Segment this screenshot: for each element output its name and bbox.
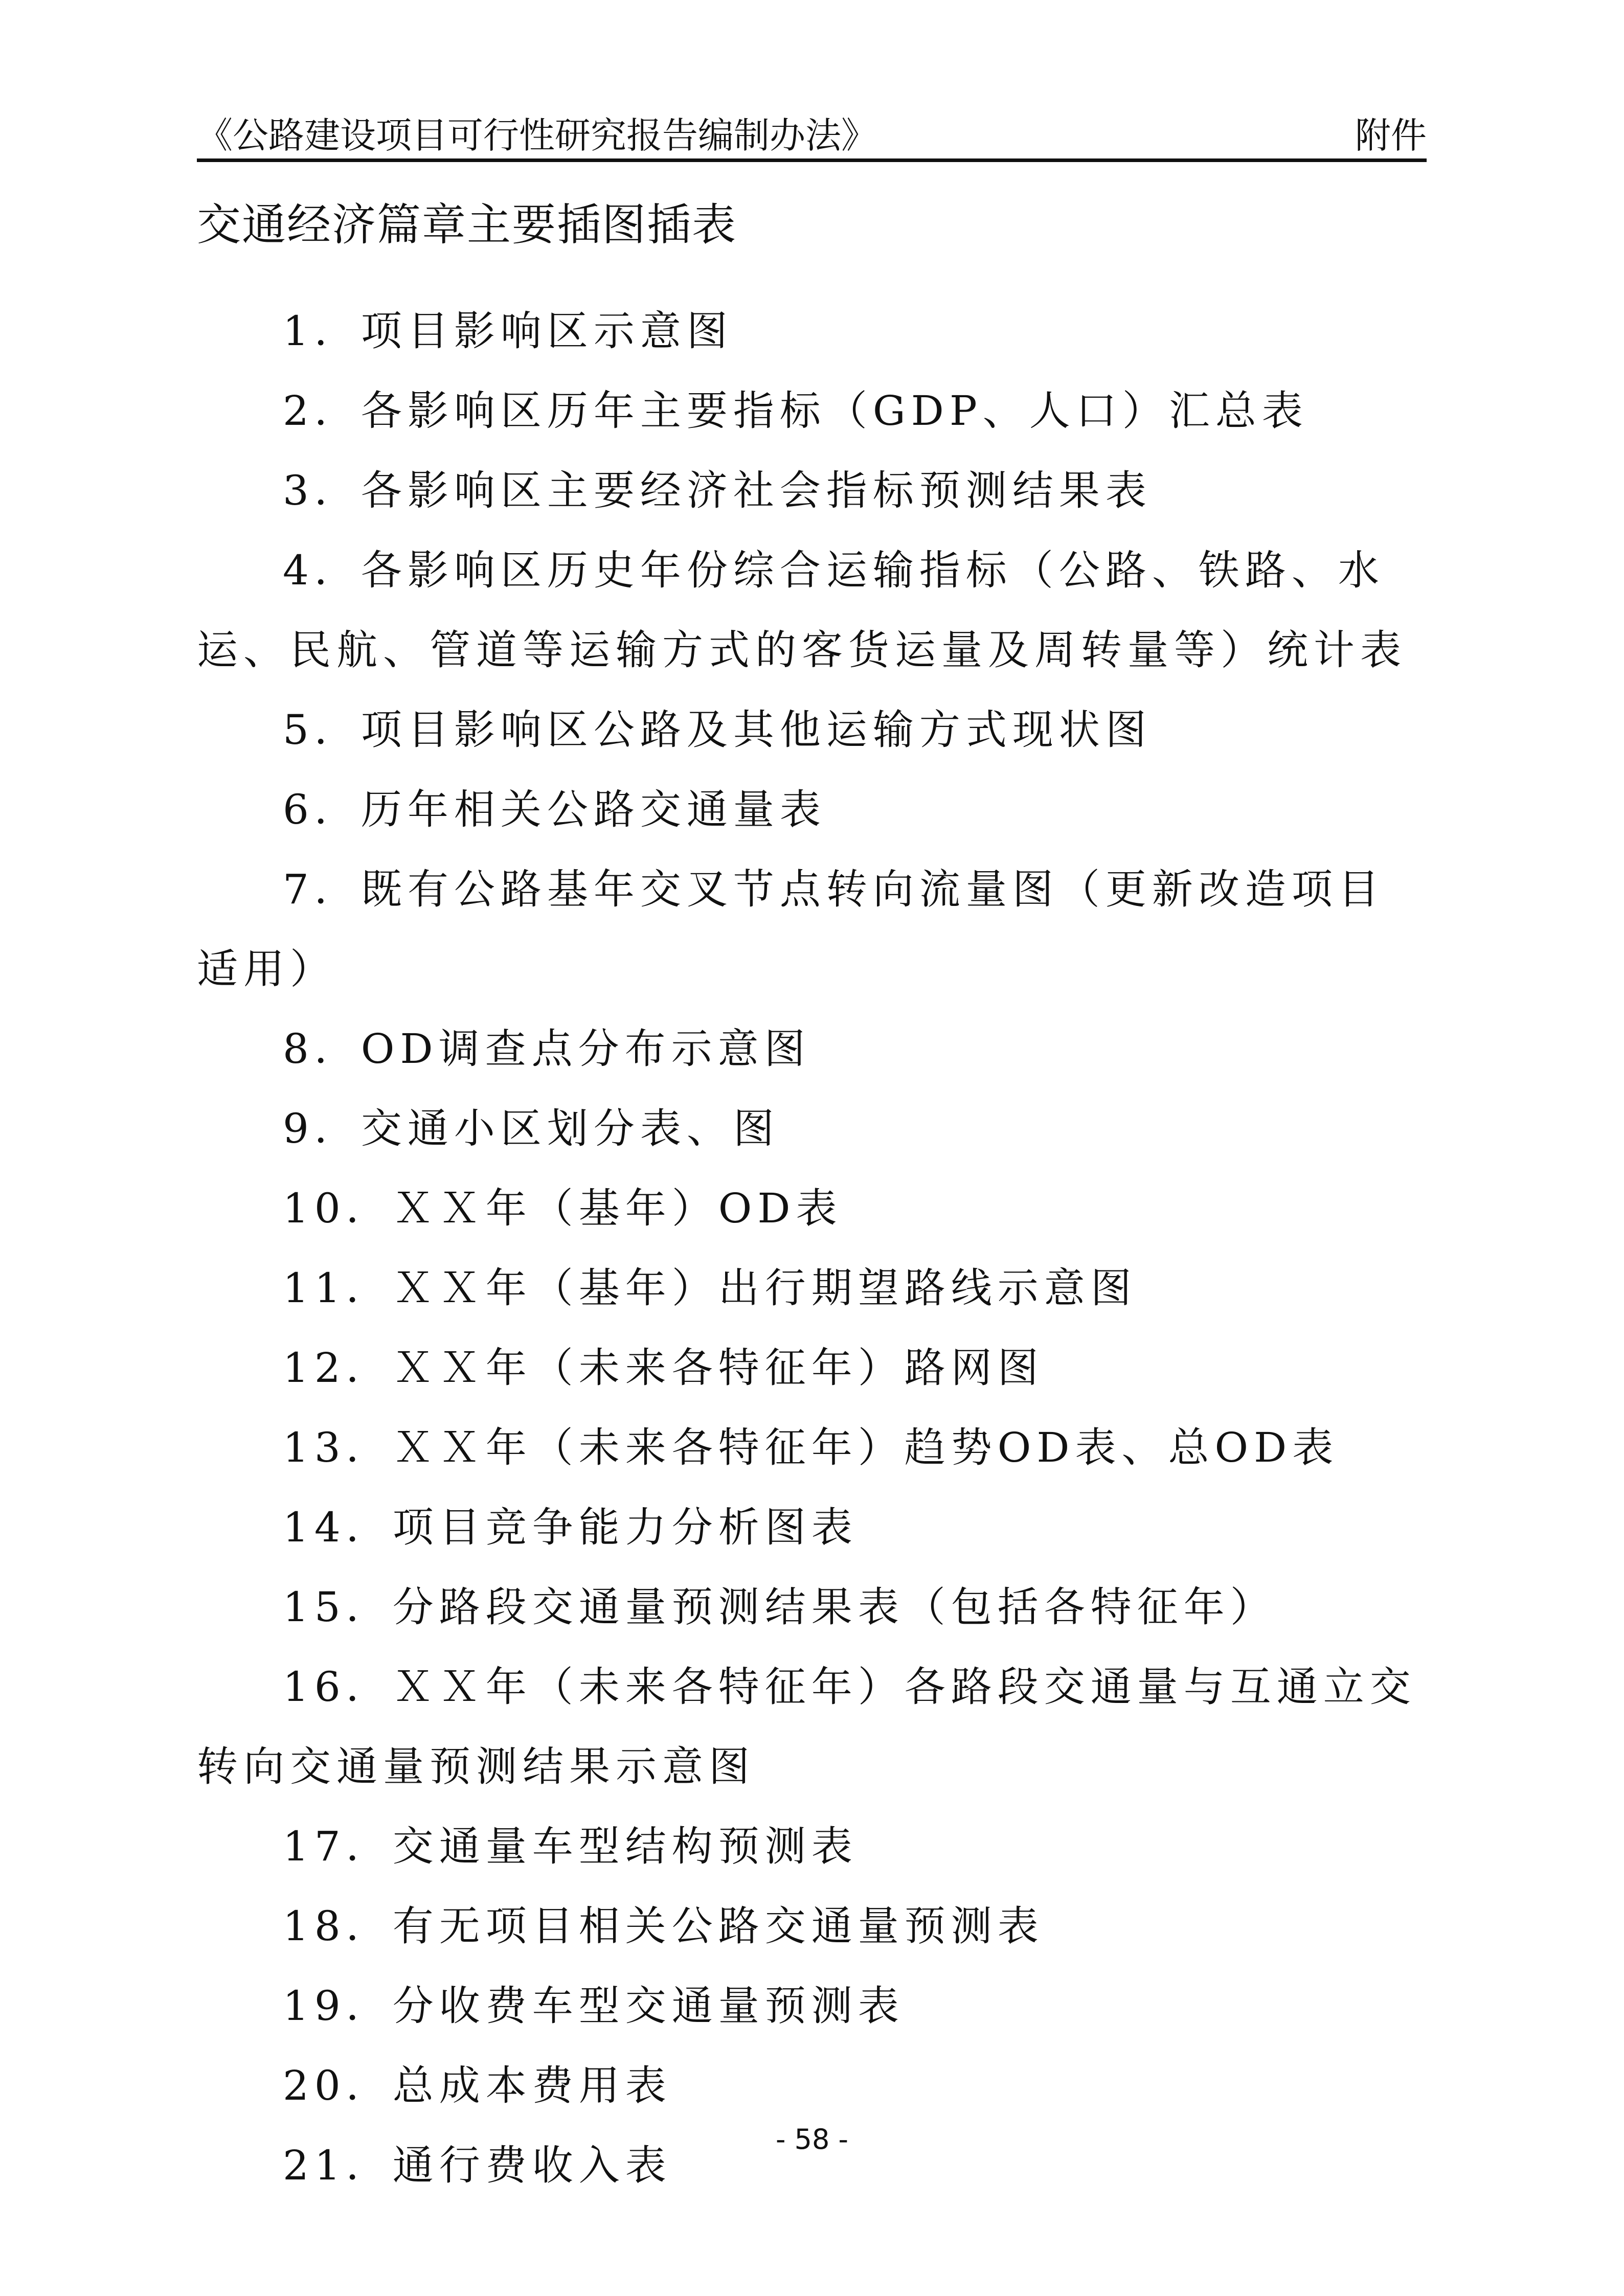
list-item: 4．各影响区历史年份综合运输指标（公路、铁路、水运、民航、管道等运输方式的客货运量及周转量等）统计表 [197,547,1407,674]
list-item: 11．ＸＸ年（基年）出行期望路线示意图 [283,1264,1137,1312]
list-item: 21．通行费收入表 [283,2142,672,2189]
list-item: 5．项目影响区公路及其他运输方式现状图 [283,706,1152,754]
running-header [197,110,1427,161]
list-item: 1．项目影响区示意图 [283,307,733,355]
list-item: 15．分路段交通量预测结果表（包括各特征年） [283,1583,1277,1631]
figure-table-list [197,291,1427,2206]
list-item: 16．ＸＸ年（未来各特征年）各路段交通量与互通立交转向交通量预测结果示意图 [197,1663,1416,1790]
list-item: 2．各影响区历年主要指标（GDP、人口）汇总表 [283,387,1309,435]
list-item: 10．ＸＸ年（基年）OD表 [283,1185,843,1232]
list-item: 14．项目竞争能力分析图表 [283,1504,858,1551]
header-rule [197,158,1427,162]
page-number: - 58 - [775,2123,848,2155]
list-item: 17．交通量车型结构预测表 [283,1823,858,1870]
header-attachment-label: 附件 [1355,115,1427,156]
list-item: 8．OD调查点分布示意图 [283,1025,811,1073]
list-item: 13．ＸＸ年（未来各特征年）趋势OD表、总OD表 [283,1424,1339,1471]
section-title: 交通经济篇章主要插图插表 [197,199,737,251]
list-item: 3．各影响区主要经济社会指标预测结果表 [283,467,1152,514]
list-item: 6．历年相关公路交通量表 [283,786,826,833]
list-item: 12．ＸＸ年（未来各特征年）路网图 [283,1344,1044,1392]
list-item: 20．总成本费用表 [283,2062,672,2109]
list-item: 18．有无项目相关公路交通量预测表 [283,1902,1044,1950]
list-item: 19．分收费车型交通量预测表 [283,1982,905,2030]
header-document-title: 《公路建设项目可行性研究报告编制办法》 [197,115,877,156]
list-item: 7．既有公路基年交叉节点转向流量图（更新改造项目适用） [197,866,1385,993]
list-item: 9．交通小区划分表、图 [283,1105,780,1152]
